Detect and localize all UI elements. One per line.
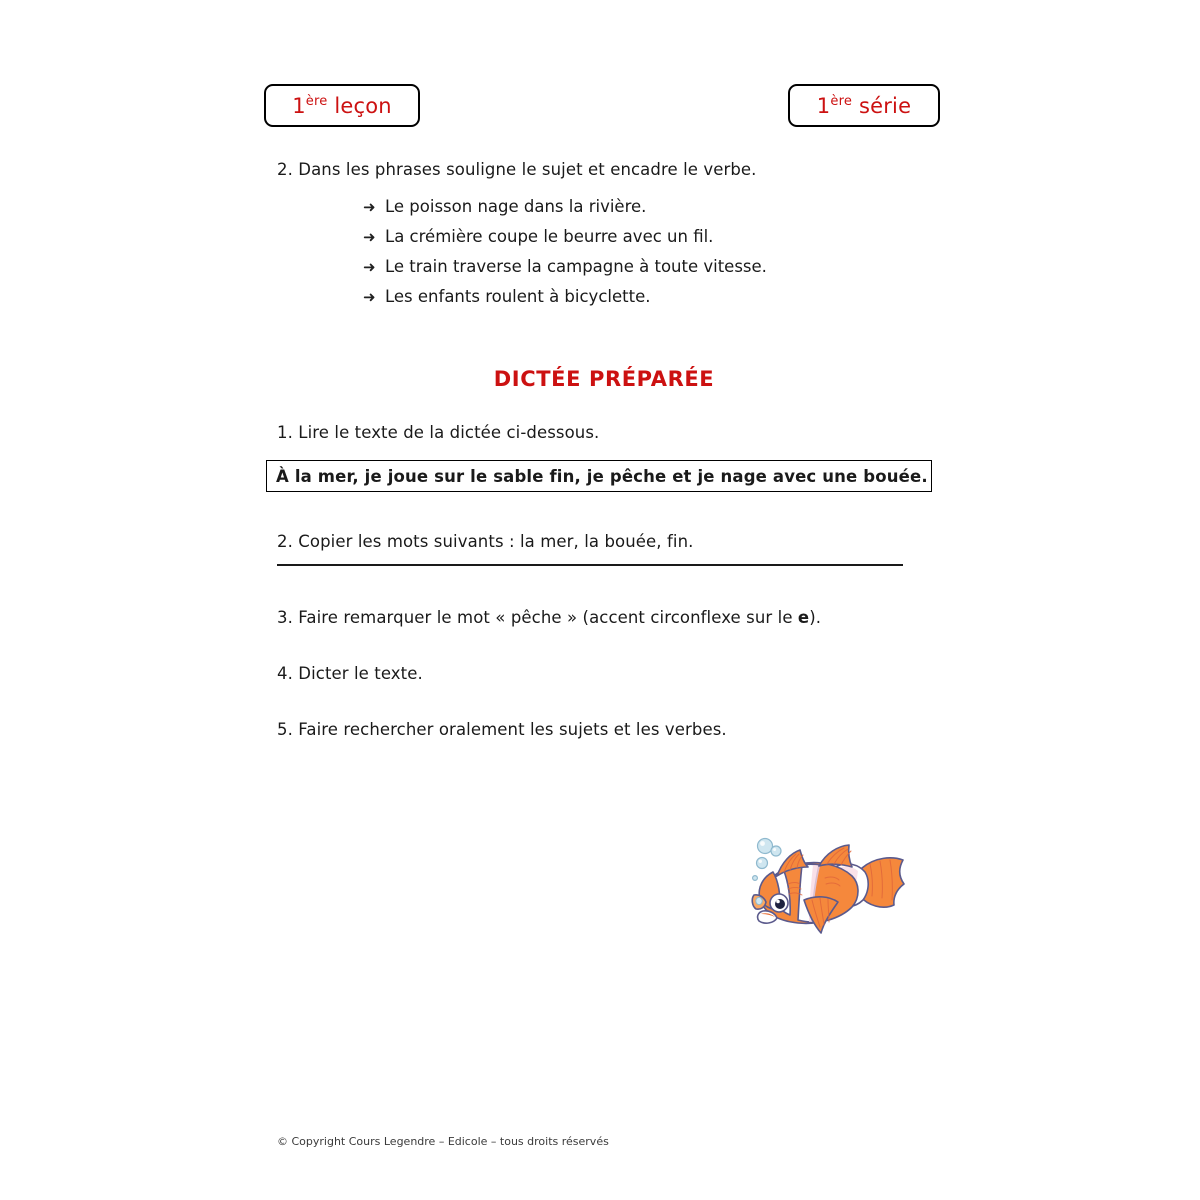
dictee-step-2: 2. Copier les mots suivants : la mer, la bouée, fin. [277, 532, 694, 551]
clownfish-illustration [742, 826, 918, 956]
copyright-notice: © Copyright Cours Legendre – Edicole – tous droits réservés [277, 1135, 609, 1148]
step3-text-before: 3. Faire remarquer le mot « pêche » (accent circonflexe sur le [277, 608, 798, 627]
dictation-sentence: À la mer, je joue sur le sable fin, je pêche et je nage avec une bouée. [276, 466, 928, 486]
dictee-step-3 [277, 608, 821, 627]
writing-rule-line [277, 564, 903, 566]
section-title [0, 367, 1200, 391]
list-item [363, 197, 767, 227]
step3-text-after: ). [809, 608, 822, 627]
exercise-instruction: 2. Dans les phrases souligne le sujet et encadre le verbe. [277, 160, 757, 179]
lesson-number-badge [264, 84, 420, 127]
arrow-bullet-icon: ➜ [363, 258, 376, 276]
list-item-text: La crémière coupe le beurre avec un fil. [385, 227, 714, 246]
arrow-bullet-icon: ➜ [363, 288, 376, 306]
exercise-sentence-list [363, 197, 767, 317]
section-title-text: DICTÉE PRÉPARÉE [493, 367, 715, 391]
list-item-text: Les enfants roulent à bicyclette. [385, 287, 651, 306]
arrow-bullet-icon: ➜ [363, 228, 376, 246]
list-item [363, 227, 767, 257]
serie-number-badge [788, 84, 940, 127]
arrow-bullet-icon: ➜ [363, 198, 376, 216]
list-item [363, 257, 767, 287]
dictation-text-box [266, 460, 932, 492]
list-item-text: Le train traverse la campagne à toute vitesse. [385, 257, 767, 276]
dictee-step-1: 1. Lire le texte de la dictée ci-dessous. [277, 423, 600, 442]
lesson-badge-label: 1ère leçon [292, 93, 392, 118]
step3-highlighted-letter: e [797, 608, 810, 627]
fish-eye [770, 894, 788, 912]
dictee-step-4: 4. Dicter le texte. [277, 664, 423, 683]
list-item-text: Le poisson nage dans la rivière. [385, 197, 647, 216]
dictee-step-5: 5. Faire rechercher oralement les sujets et les verbes. [277, 720, 727, 739]
list-item [363, 287, 767, 317]
serie-badge-label: 1ère série [816, 93, 912, 118]
